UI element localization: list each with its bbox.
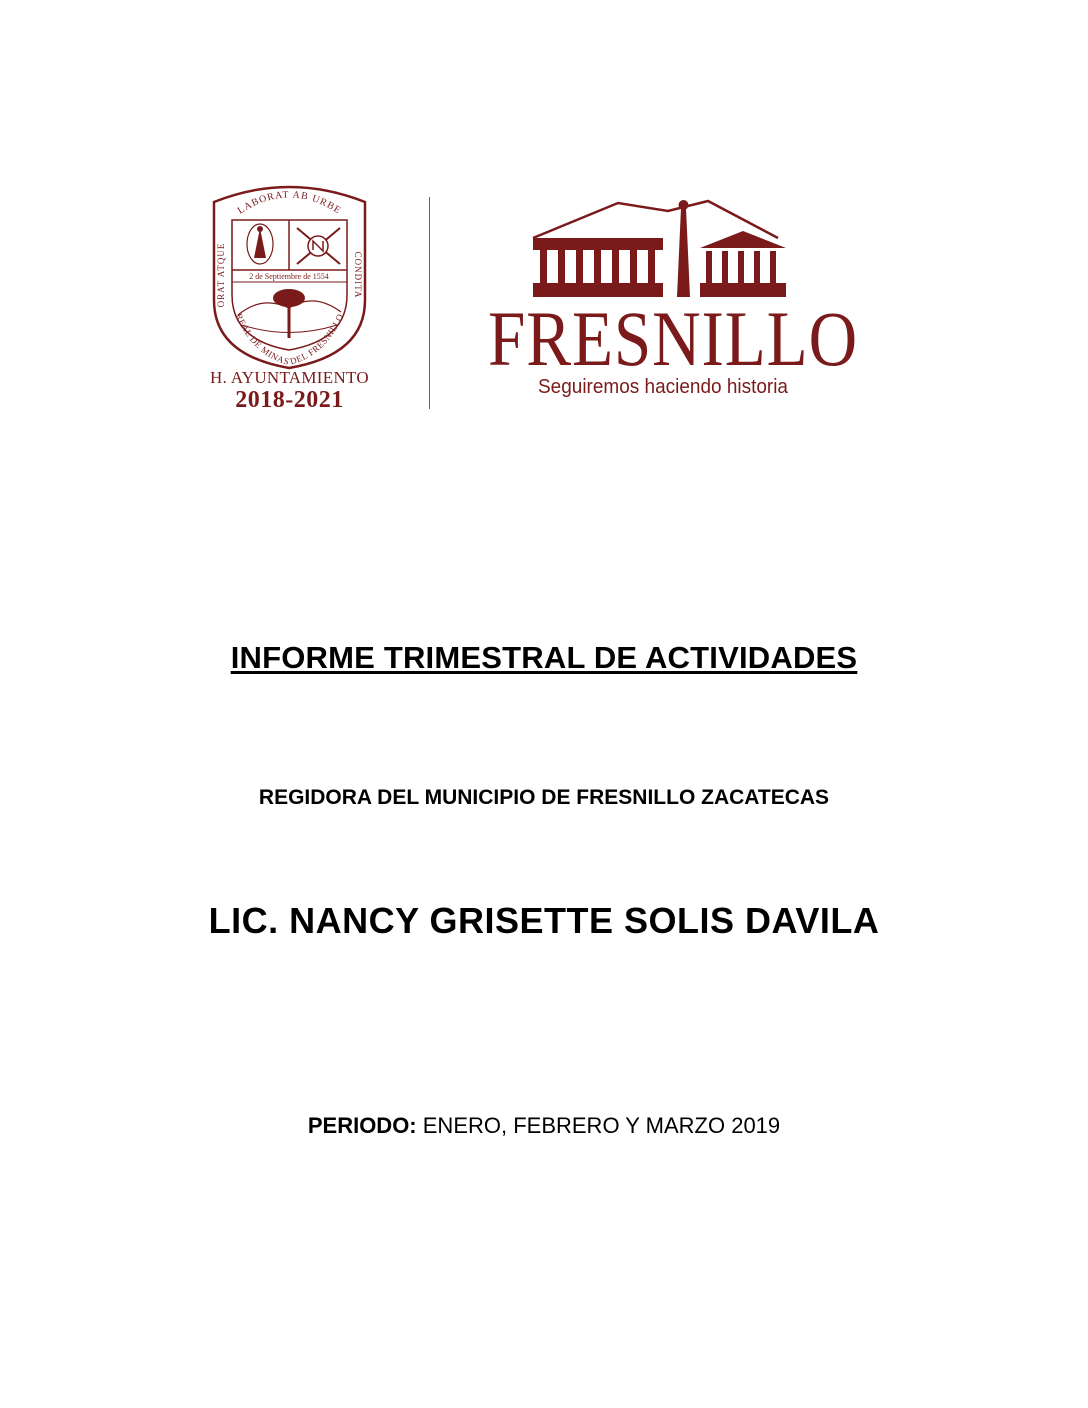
- svg-text:Seguiremos haciendo historia: Seguiremos haciendo historia: [538, 376, 789, 398]
- document-subtitle: REGIDORA DEL MUNICIPIO DE FRESNILLO ZACATECAS: [258, 786, 830, 809]
- header-divider: [429, 197, 430, 409]
- crest-caption-years: 2018-2021: [235, 387, 344, 413]
- svg-text:2 de Septiembre de 1554: 2 de Septiembre de 1554: [249, 272, 329, 281]
- svg-text:LABORAT AB URBE: LABORAT AB URBE: [235, 189, 344, 217]
- crest-caption-ayuntamiento: H. AYUNTAMIENTO: [210, 368, 369, 387]
- svg-text:FRESNILLO: FRESNILLO: [488, 295, 858, 382]
- fresnillo-brand-logo: [478, 193, 868, 408]
- svg-text:ORAT ATQUE: ORAT ATQUE: [216, 242, 226, 308]
- document-title: INFORME TRIMESTRAL DE ACTIVIDADES: [230, 640, 858, 675]
- svg-text:REAL DE MINAS DEL FRESNILLO: REAL DE MINAS DEL FRESNILLO: [233, 312, 346, 368]
- period-label: PERIODO:: [307, 1113, 417, 1138]
- header-logos: [0, 175, 1088, 425]
- reporting-period: [0, 1113, 1088, 1139]
- official-name: LIC. NANCY GRISETTE SOLIS DAVILA: [208, 900, 880, 941]
- period-value: ENERO, FEBRERO Y MARZO 2019: [416, 1113, 781, 1138]
- svg-text:CONDITA: CONDITA: [353, 251, 363, 299]
